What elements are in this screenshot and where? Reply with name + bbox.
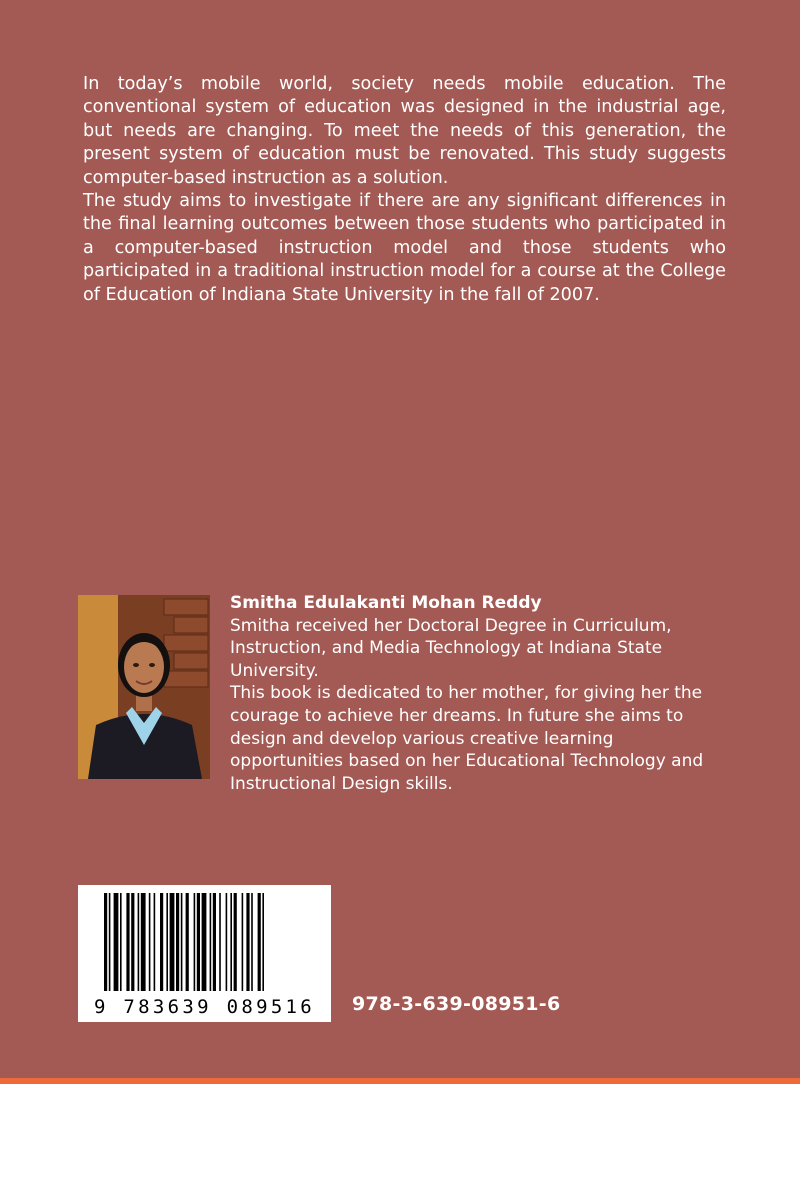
author-bio-section [230, 592, 720, 795]
barcode-bar [234, 893, 237, 991]
barcode-bar [226, 893, 228, 991]
author-bio-paragraph: Smitha received her Doctoral Degree in Curriculum, Instruction, and Media Technology at Indiana State University. [230, 615, 672, 681]
barcode-bar [131, 893, 134, 991]
barcode-bar [126, 893, 129, 991]
barcode-bar [210, 893, 212, 991]
barcode-bar [181, 893, 183, 991]
blurb-paragraph: In today’s mobile world, society needs mobile education. The conventional system of education was designed in the industrial age, but needs are changing. To meet the needs of this generation, the present system of education must be renovated. This study suggests computer-based instruction as a solution. [83, 74, 726, 188]
isbn-number: 978-3-639-08951-6 [352, 993, 561, 1015]
barcode-bar [262, 893, 264, 991]
barcode-bar [109, 893, 111, 991]
barcode-bar [154, 893, 156, 991]
barcode-bar [186, 893, 189, 991]
barcode-bar [176, 893, 179, 991]
barcode-bar [194, 893, 196, 991]
barcode-bar [170, 893, 175, 991]
book-blurb [83, 73, 726, 307]
blurb-paragraph: The study aims to investigate if there are any significant differences in the final learning outcomes between those students who participated in a computer-based instruction model and those students who participated in a traditional instruction model for a course at the College of Education of Indiana State University in the fall of 2007. [83, 191, 726, 305]
barcode-bar [258, 893, 261, 991]
barcode-bar [251, 893, 253, 991]
barcode-bar [138, 893, 140, 991]
barcode-bar [104, 893, 107, 991]
barcode-bar [120, 893, 122, 991]
barcode-bar [219, 893, 221, 991]
accent-stripe [0, 1078, 800, 1084]
barcode-bar [160, 893, 163, 991]
barcode-bar [114, 893, 119, 991]
author-photo [78, 595, 210, 779]
barcode-bar [141, 893, 146, 991]
barcode-bars [78, 885, 331, 995]
barcode-bar [242, 893, 244, 991]
barcode-bar [246, 893, 249, 991]
barcode-bar [149, 893, 151, 991]
author-name: Smitha Edulakanti Mohan Reddy [230, 593, 542, 613]
isbn-barcode [78, 885, 331, 1022]
barcode-bar [202, 893, 207, 991]
barcode-bar [166, 893, 168, 991]
barcode-digits: 9 783639 089516 [93, 996, 316, 1018]
barcode-bar [197, 893, 200, 991]
barcode-bar [230, 893, 232, 991]
author-bio-paragraph: This book is dedicated to her mother, for giving her the courage to achieve her dreams. In future she aims to design and develop various creative learning opportunities based on her Educational Technology and Instructional Design skills. [230, 683, 704, 794]
barcode-bar [213, 893, 216, 991]
